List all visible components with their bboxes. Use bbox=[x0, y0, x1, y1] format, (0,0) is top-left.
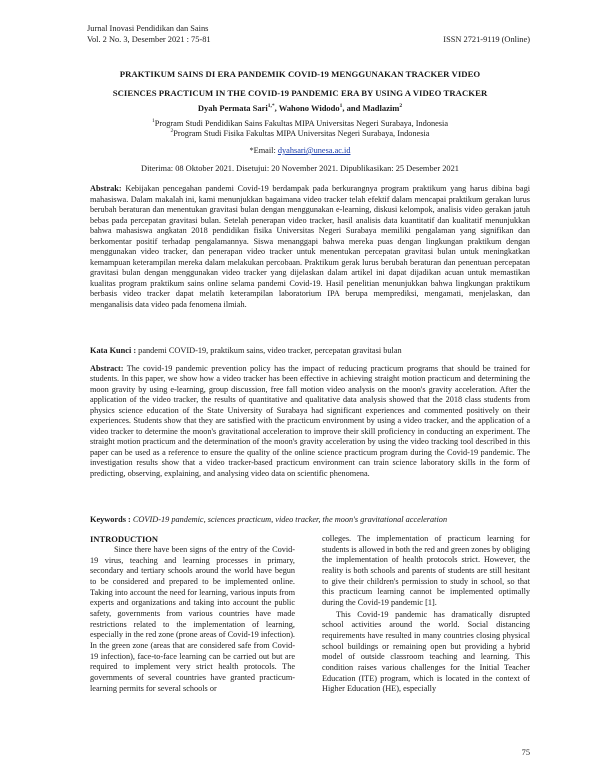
journal-name: Jurnal Inovasi Pendidikan dan Sains bbox=[87, 24, 209, 33]
kata-kunci-text: pandemi COVID-19, praktikum sains, video tracker, percepatan gravitasi bulan bbox=[136, 346, 402, 355]
submission-dates: Diterima: 08 Oktober 2021. Disetujui: 20 November 2021. Dipublikasikan: 25 Desember 2021 bbox=[141, 164, 459, 173]
email-label: *Email: bbox=[249, 146, 278, 155]
introduction-heading: INTRODUCTION bbox=[90, 534, 159, 544]
affiliation-2-text: Program Studi Fisika Fakultas MIPA Universitas Negeri Surabaya, Indonesia bbox=[173, 128, 430, 138]
intro-paragraph-2: colleges. The implementation of practicum learning for students is allowed in both the red and green zones by obliging the implementation of health protocols strict. However, the reality is both schools and parents of students are still hesitant to give their children's permission to study in school, so that this practicum learning cannot be implemented optimally during the Covid-19 pandemic [1]. bbox=[322, 534, 530, 607]
abstract-block bbox=[90, 364, 530, 479]
abstract-label: Abstract: bbox=[90, 364, 124, 373]
corresponding-email bbox=[70, 146, 530, 155]
affiliation-1 bbox=[70, 118, 530, 128]
author-2: Wahono Widodo bbox=[278, 103, 340, 113]
author-1-mark: 1,* bbox=[267, 103, 275, 110]
author-separator-1: , bbox=[274, 103, 279, 113]
author-separator-2: , and bbox=[342, 103, 363, 113]
intro-paragraph-3: This Covid-19 pandemic has dramatically disrupted school activities around the world. Social distancing requirements have resulted in many countries closing physical school buildings or remaining open but providing a hybrid model of outside classroom teaching and learning. This condition raises various challenges for the Initial Teacher Education (ITE) program, which is located in the context of Higher Education (HE), especially bbox=[322, 609, 530, 694]
journal-issn: ISSN 2721-9119 (Online) bbox=[443, 35, 530, 44]
affiliation-2 bbox=[70, 128, 530, 138]
affiliation-1-mark: 1 bbox=[151, 118, 155, 124]
keywords-block bbox=[90, 515, 530, 524]
kata-kunci-label: Kata Kunci : bbox=[90, 346, 137, 355]
page-number: 75 bbox=[521, 748, 530, 757]
title-indonesian: PRAKTIKUM SAINS DI ERA PANDEMIK COVID-19 MENGGUNAKAN TRACKER VIDEO bbox=[119, 69, 481, 79]
author-3-mark: 2 bbox=[399, 103, 403, 110]
intro-paragraph-1: Since there have been signs of the entry of the Covid-19 virus, teaching and learning processes in primary, secondary and tertiary schools around the world have begun to be considered and prepared to be implemented online. Taking into account the need for learning, various inputs from experts and organizations and taking into account the public safety, governments from various countries have made restrictions related to the implementation of learning, especially in the red zone (prone areas of Covid-19 infection). In the green zone (areas that are considered safe from Covid-19 infection), face-to-face learning can be carried out but are required to implement very strict health protocols. The governments of several countries have granted practicum-learning permits for several schools or bbox=[90, 545, 295, 693]
intro-paragraph-3-wrapper bbox=[322, 610, 530, 695]
author-list bbox=[70, 103, 530, 113]
affiliation-2-mark: 2 bbox=[170, 128, 174, 134]
keywords-text: COVID-19 pandemic, sciences practicum, video tracker, the moon's gravitational acceleration bbox=[130, 515, 448, 524]
abstract-text: The covid-19 pandemic prevention policy has the impact of reducing practicum programs that should be trained for students. In this paper, we show how a video tracker has been effective in achieving straight motion practicum and determining the moon gravity by using e-learning, group discussion, free fall motion video analysis on the moon's gravity acceleration. After the application of the video tracker, the results of quantitative and qualitative data analysis showed that the 2018 class students from physics science education of the State University of Surabaya had significant experiences and commented positively on their experiences. Students show that they are satisfied with the practicum environment by using a video tracker, and the application of a video tracker to determine the moon's gravitational acceleration to improve their skill proficiency in conducting an experiment. The straight motion practicum and the determination of the moon's gravity acceleration by using the video tracking tool described in this paper can be used as a reference to ensure the quality of the online science practicum program during the Covid-19 pandemic. The investigation results show that a video tracker-based practicum environment can train science laboratory skills in the form of predicting, observing, explaining, and analysing video data on scientific phenomena. bbox=[90, 364, 530, 478]
keywords-label: Keywords : bbox=[90, 515, 131, 524]
abstrak-text: Kebijakan pencegahan pandemi Covid-19 berdampak pada berkurangnya program praktikum yang harus dibina bagi mahasiswa. Dalam makalah ini, kami menunjukkan bagaimana video tracker telah efektif dalam mencapai praktikum gerakan lurus berubah beraturan dan menentukan gravitasi bulan dengan menggunakan e-learning, diskusi kelompok, analisis video gerakan jatuh bebas pada percepatan gravitasi bulan. Setelah penerapan video tracker, hasil analisis data kuantitatif dan kualitatif menunjukkan bahwa mahasiswa angkatan 2018 pendidikan fisika Universitas Negeri Surabaya memiliki pengalaman yang signifikan dan berkomentar positif terhadap pengalamannya. Siswa menanggapi bahwa mereka puas dengan lingkungan praktikum dengan menggunakan video tracker, dan penerapan video tracker untuk menentukan percepatan gravitasi bulan untuk meningkatkan kemampuan keterampilan mereka dalam melakukan percobaan. Praktikum gerak lurus berubah beraturan dan penentuan percepatan gravitasi bulan dengan menggunakan video tracker yang dijelaskan dalam artikel ini dapat dijadikan acuan untuk memastikan kualitas program praktikum sains online selama pandemi Covid-19. Hasil penelitian menunjukkan bahwa lingkungan praktikum berbasis video tracker dapat melatih keterampilan laboratorium IPA berupa memprediksi, mengamati, menjelaskan, dan menganalisis data video pada fenomena ilmiah. bbox=[90, 184, 530, 310]
author-3: Madlazim bbox=[362, 103, 400, 113]
intro-left-column bbox=[90, 545, 295, 694]
title-english: SCIENCES PRACTICUM IN THE COVID-19 PANDEMIC ERA BY USING A VIDEO TRACKER bbox=[112, 88, 488, 98]
intro-right-column bbox=[322, 534, 530, 695]
email-link[interactable]: dyahsari@unesa.ac.id bbox=[277, 146, 351, 155]
abstrak-label: Abstrak: bbox=[90, 184, 122, 193]
kata-kunci-block bbox=[90, 346, 530, 355]
affiliation-1-text: Program Studi Pendidikan Sains Fakultas MIPA Universitas Negeri Surabaya, Indonesia bbox=[154, 118, 449, 128]
journal-volume: Vol. 2 No. 3, Desember 2021 : 75-81 bbox=[87, 35, 211, 44]
author-1: Dyah Permata Sari bbox=[197, 103, 268, 113]
abstrak-block bbox=[90, 184, 530, 311]
author-2-mark: 1 bbox=[339, 103, 343, 110]
